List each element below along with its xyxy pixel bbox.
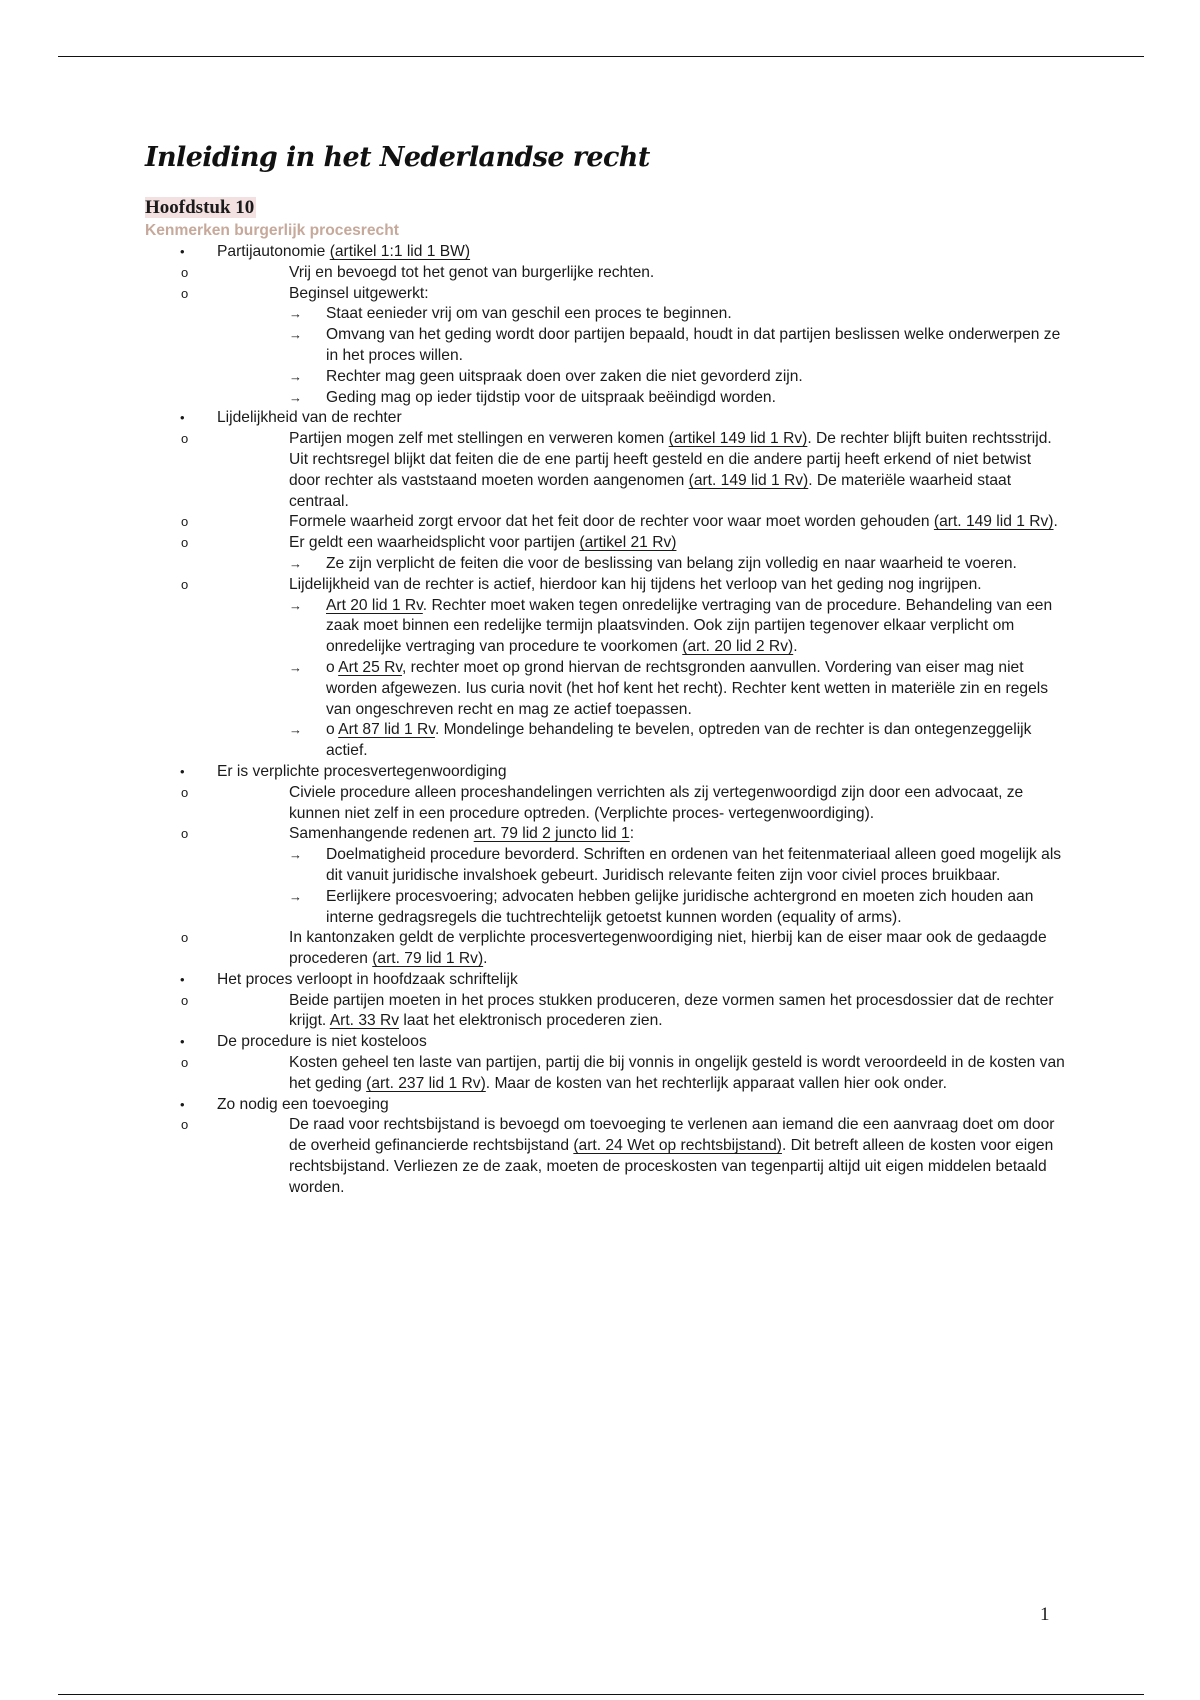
text-run: Partijen mogen zelf met stellingen en verweren komen [289,430,669,448]
text-run: . [793,638,798,656]
sub-list [181,1115,1065,1198]
text-run: : [629,825,635,843]
arrow-icon: → [289,389,302,405]
arrow-item [289,887,1065,929]
sub-item-text: Lijdelijkheid van de rechter is actief, hierdoor kan hij tijdens het verloop van het geding nog ingrijpen. [289,575,982,593]
bullet-dot: • [180,763,185,779]
text-run: Er geldt een waarheidsplicht voor partijen [289,534,580,552]
text-run: Samenhangende redenen [289,825,474,843]
item-label: Partijautonomie [217,243,330,260]
arrow-icon: → [289,368,302,384]
inline-circle: o [326,658,335,676]
arrow-item-text: Doelmatigheid procedure bevorderd. Schriften en ordenen van het feitenmateriaal alleen goed mogelijk als dit vanuit juridische invalshoek gebeurt. Juridisch relevante feiten zijn voor civiel proces bruikbaar. [326,846,1062,884]
sub-item [181,1115,1065,1198]
header-rule [58,56,1144,57]
law-reference: (art. 149 lid 1 Rv) [933,513,1054,531]
inline-circle: o [326,721,335,739]
law-reference: (art. 149 lid 1 Rv) [688,471,809,489]
arrow-item [289,367,1065,388]
bullet-circle: o [181,576,189,592]
bullet-circle: o [181,514,189,530]
arrow-item [289,720,1065,762]
sub-list [181,1053,1065,1095]
law-reference: (artikel 149 lid 1 Rv) [668,430,808,448]
text-run: laat het elektronisch procederen zien. [399,1012,663,1030]
bullet-circle: o [181,285,189,301]
bullet-circle: o [181,431,189,447]
document-body [145,136,1065,1199]
arrow-item-text: Eerlijkere procesvoering; advocaten hebben gelijke juridische achtergrond en moeten zich houden aan interne gedragsregels die tuchtrechtelijk getoetst kunnen worden (equality of arms). [326,887,1034,926]
law-reference: (artikel 21 Rv) [579,534,677,552]
arrow-icon: → [289,888,302,904]
arrow-item-text: Ze zijn verplicht de feiten die voor de beslissing van belang zijn volledig en naar waarheid te voeren. [326,554,1017,572]
arrow-item [289,388,1065,409]
text-run: . Rechter moet waken tegen onredelijke vertraging van de procedure. Behandeling van een zaak moet binnen een redelijke termijn plaatsvinden. Ook zijn partijen tegenover elkaar verplicht om onredelijke vertraging van procedure te voorkomen [326,596,1053,656]
bullet-dot: • [180,1096,185,1112]
sub-item [181,928,1065,970]
text-run: . Maar de kosten van het rechterlijk apparaat vallen hier ook onder. [485,1074,947,1092]
text-run: . De rechter blijft buiten rechtsstrijd. Uit rechtsregel blijkt dat feiten die de ene partij heeft gesteld en die andere partij heeft erkend of niet betwist door rechter als vaststaand moeten worden aangenomen [289,430,1052,489]
arrow-icon: → [289,306,302,322]
arrow-item-text: Geding mag op ieder tijdstip voor de uitspraak beëindigd worden. [326,388,776,406]
sub-list [181,429,1065,762]
arrow-item [289,658,1065,720]
sub-item [181,1053,1065,1095]
sub-item [181,575,1065,762]
bullet-dot: • [180,410,185,426]
sub-item-text: Civiele procedure alleen proceshandelingen verrichten als zij vertegenwoordigd zijn door een advocaat, ze kunnen niet zelf in een procedure optreden. (Verplichte proces- vertegenwoordiging). [289,783,1024,822]
text-run: Formele waarheid zorgt ervoor dat het feit door de rechter voor waar moet worden gehouden [289,513,934,531]
bullet-dot: • [180,244,185,259]
arrow-list [289,304,1065,408]
sub-list [181,783,1065,970]
text-run: . Dit betreft alleen de kosten voor eigen rechtsbijstand. Verliezen ze de zaak, moeten de proceskosten van tegenpartij altijd uit eigen middelen betaald worden. [289,1137,1054,1196]
text-run: Kosten geheel ten laste van partijen, partij die bij vonnis in ongelijk gesteld is wordt veroordeeld in de kosten van het geding [289,1054,1065,1092]
text-run: Beide partijen moeten in het proces stukken produceren, deze vormen samen het procesdossier dat de rechter krijgt. [289,991,1054,1030]
sub-item [181,263,1065,284]
bullet-circle: o [181,992,189,1008]
arrow-item-text: Staat eenieder vrij om van geschil een proces te beginnen. [326,305,732,323]
sub-list [181,991,1065,1033]
law-reference: (art. 20 lid 2 Rv) [682,638,794,656]
sub-item [181,824,1065,928]
section-subtitle: Kenmerken burgerlijk procesrecht [145,222,399,239]
arrow-item-text: Rechter mag geen uitspraak doen over zaken die niet gevorderd zijn. [326,367,803,385]
item-label: Het proces verloopt in hoofdzaak schriftelijk [217,970,518,988]
law-reference: Art 25 Rv [338,658,403,676]
sub-item [181,533,1065,575]
bullet-circle: o [181,1055,189,1071]
law-reference: Art 87 lid 1 Rv [338,721,435,739]
sub-item [181,284,1065,409]
sub-item [181,991,1065,1033]
arrow-item [289,596,1065,658]
arrow-list [289,596,1065,762]
chapter-line [145,196,1065,220]
arrow-icon: → [289,847,302,863]
bullet-circle: o [181,930,189,946]
law-reference: Art 20 lid 1 Rv [326,596,423,614]
arrow-item [289,554,1065,575]
bullet-dot: • [180,1034,185,1050]
arrow-list [289,554,1065,575]
law-reference: (art. 79 lid 1 Rv) [372,950,484,968]
footer-rule [58,1694,1144,1695]
main-list [145,242,1065,1199]
bullet-circle: o [181,535,189,551]
arrow-icon: → [289,555,302,571]
text-run: , rechter moet op grond hiervan de rechtsgronden aanvullen. Vordering van eiser mag niet worden afgewezen. Ius curia novit (het hof kent het recht). Rechter kent wetten in materiële zin en regels van ongeschreven recht en mag ze actief toepassen. [326,658,1049,718]
text-run: . [1053,513,1058,531]
bullet-circle: o [181,784,189,800]
arrow-icon: → [289,722,302,738]
arrow-item-text: Omvang van het geding wordt door partijen bepaald, houdt in dat partijen beslissen welke onderwerpen ze in het proces willen. [326,326,1061,364]
arrow-item [289,325,1065,367]
text-run: . De materiële waarheid staat centraal. [289,471,1012,510]
sub-item-text: Beginsel uitgewerkt: [289,284,429,302]
arrow-icon: → [289,659,302,675]
sub-item [181,429,1065,512]
chapter-heading: Hoofdstuk 10 [145,197,255,218]
list-item-lijdelijkheid [145,408,1065,762]
law-reference: (artikel 1:1 lid 1 BW) [329,243,471,260]
item-label: Zo nodig een toevoeging [217,1095,389,1113]
sub-item [181,783,1065,825]
bullet-dot: • [180,971,185,987]
arrow-list [289,845,1065,928]
text-run: In kantonzaken geldt de verplichte procesvertegenwoordiging niet, hierbij kan de eiser maar ook de gedaagde procederen [289,929,1047,968]
text-run: . Mondelinge behandeling te bevelen, optreden van de rechter is dan ontegenzeggelijk actief. [326,721,1032,760]
text-run: De raad voor rechtsbijstand is bevoegd om toevoeging te verlenen aan iemand die een aanvraag doet om door de overheid gefinancierde rechtsbijstand [289,1116,1055,1155]
arrow-icon: → [289,597,302,613]
law-reference: (art. 237 lid 1 Rv) [366,1074,486,1092]
arrow-icon: → [289,327,302,343]
list-item-kosten [145,1032,1065,1094]
list-item-toevoeging [145,1095,1065,1199]
bullet-circle: o [181,826,189,842]
sub-list [181,263,1065,409]
page-number: 1 [1040,1604,1050,1625]
item-label: Er is verplichte procesvertegenwoordiging [217,762,507,780]
item-label: Lijdelijkheid van de rechter [217,409,402,427]
list-item-procesvertegenwoordiging [145,762,1065,970]
arrow-item [289,845,1065,887]
law-reference: (art. 24 Wet op rechtsbijstand) [573,1137,782,1155]
item-label: De procedure is niet kosteloos [217,1033,427,1051]
text-run: . [483,950,488,968]
sub-item-text: Vrij en bevoegd tot het genot van burgerlijke rechten. [289,263,655,281]
document-title: Inleiding in het Nederlandse recht [145,142,650,173]
bullet-circle: o [181,1117,189,1133]
sub-item [181,512,1065,533]
list-item-partijautonomie [145,242,1065,408]
arrow-item [289,304,1065,325]
bullet-circle: o [181,264,189,280]
law-reference: Art. 33 Rv [329,1012,400,1030]
list-item-schriftelijk [145,970,1065,1032]
law-reference: art. 79 lid 2 juncto lid 1 [473,825,630,843]
